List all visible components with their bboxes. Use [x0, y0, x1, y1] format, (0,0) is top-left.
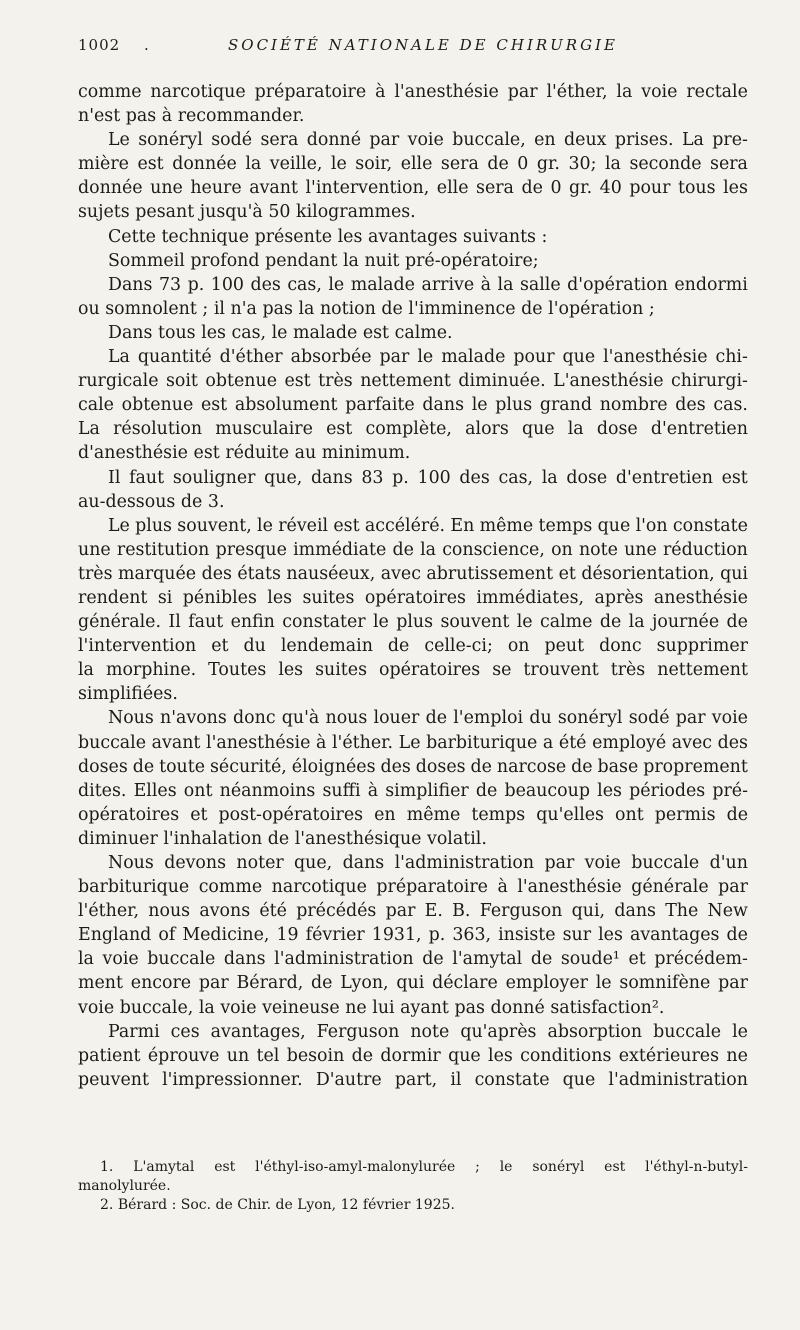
text-line: barbiturique comme narcotique préparatoire à l'anesthésie générale par: [78, 877, 748, 898]
text-line: ment encore par Bérard, de Lyon, qui déclare employer le somnifène par: [78, 973, 748, 994]
text-line: la voie buccale dans l'administration de l'amytal de soude¹ et précédem-: [78, 949, 748, 970]
text-line: Il faut souligner que, dans 83 p. 100 des cas, la dose d'entretien est: [108, 467, 748, 488]
text-line: l'intervention et du lendemain de celle-ci; on peut donc supprimer: [78, 636, 748, 657]
text-line: sujets pesant jusqu'à 50 kilogrammes.: [78, 202, 416, 223]
text-line: Le plus souvent, le réveil est accéléré. En même temps que l'on constate: [108, 515, 748, 536]
text-line: opératoires et post-opératoires en même temps qu'elles ont permis de: [78, 804, 748, 825]
text-line: Nous n'avons donc qu'à nous louer de l'emploi du sonéryl sodé par voie: [108, 708, 748, 729]
text-line: voie buccale, la voie veineuse ne lui ayant pas donné satisfaction².: [78, 997, 665, 1018]
page-number: 1002: [78, 36, 121, 54]
text-line: cale obtenue est absolument parfaite dans le plus grand nombre des cas.: [78, 395, 748, 416]
text-line: générale. Il faut enfin constater le plus souvent le calme de la journée de: [78, 612, 748, 633]
footnote-line: 1. L'amytal est l'éthyl-iso-amyl-malonylurée ; le sonéryl est l'éthyl-n-butyl-: [100, 1159, 748, 1175]
footnotes: [78, 1158, 748, 1215]
text-line: La résolution musculaire est complète, alors que la dose d'entretien: [78, 419, 748, 440]
text-line: comme narcotique préparatoire à l'anesthésie par l'éther, la voie rectale: [78, 82, 748, 102]
text-line: Dans tous les cas, le malade est calme.: [108, 322, 453, 343]
header-separator: .: [144, 36, 150, 54]
text-line: rurgicale soit obtenue est très nettement diminuée. L'anesthésie chirurgi-: [78, 371, 748, 392]
text-line: n'est pas à recommander.: [78, 106, 305, 127]
body-text: [78, 80, 748, 1092]
footnote-line: manolylurée.: [78, 1178, 171, 1194]
text-line: peuvent l'impressionner. D'autre part, il constate que l'administration: [78, 1069, 748, 1090]
text-line: mière est donnée la veille, le soir, elle sera de 0 gr. 30; la seconde sera: [78, 154, 748, 175]
text-line: d'anesthésie est réduite au minimum.: [78, 443, 411, 464]
text-line: donnée une heure avant l'intervention, elle sera de 0 gr. 40 pour tous les: [78, 178, 748, 199]
text-line: patient éprouve un tel besoin de dormir que les conditions extérieures ne: [78, 1045, 748, 1066]
text-line: rendent si pénibles les suites opératoires immédiates, après anesthésie: [78, 587, 748, 608]
text-line: buccale avant l'anesthésie à l'éther. Le barbiturique a été employé avec des: [78, 732, 748, 753]
footnote-line: 2. Bérard : Soc. de Chir. de Lyon, 12 février 1925.: [100, 1197, 455, 1213]
text-line: au-dessous de 3.: [78, 491, 225, 512]
text-line: doses de toute sécurité, éloignées des doses de narcose de base proprement: [78, 756, 748, 777]
text-line: simplifiées.: [78, 684, 178, 705]
text-line: l'éther, nous avons été précédés par E. B. Ferguson qui, dans The New: [78, 901, 748, 922]
text-line: England of Medicine, 19 février 1931, p. 363, insiste sur les avantages de: [78, 925, 748, 946]
text-line: une restitution presque immédiate de la conscience, on note une réduction: [78, 539, 748, 560]
text-line: ou somnolent ; il n'a pas la notion de l'imminence de l'opération ;: [78, 298, 655, 319]
text-line: dites. Elles ont néanmoins suffi à simplifier de beaucoup les périodes pré-: [78, 780, 748, 801]
text-line: Parmi ces avantages, Ferguson note qu'après absorption buccale le: [108, 1021, 748, 1042]
text-line: Dans 73 p. 100 des cas, le malade arrive à la salle d'opération endormi: [108, 274, 748, 295]
text-line: diminuer l'inhalation de l'anesthésique volatil.: [78, 828, 487, 849]
text-line: Cette technique présente les avantages suivants :: [108, 226, 548, 247]
journal-title: SOCIÉTÉ NATIONALE DE CHIRURGIE: [228, 36, 618, 54]
text-line: Nous devons noter que, dans l'administration par voie buccale d'un: [108, 853, 748, 873]
text-line: Le sonéryl sodé sera donné par voie buccale, en deux prises. La pre-: [108, 130, 748, 151]
text-line: très marquée des états nauséeux, avec abrutissement et désorientation, qui: [78, 563, 748, 584]
text-line: La quantité d'éther absorbée par le malade pour que l'anesthésie chi-: [108, 347, 748, 368]
text-line: la morphine. Toutes les suites opératoires se trouvent très nettement: [78, 660, 748, 681]
text-line: Sommeil profond pendant la nuit pré-opératoire;: [108, 250, 539, 271]
running-head: [78, 36, 748, 62]
